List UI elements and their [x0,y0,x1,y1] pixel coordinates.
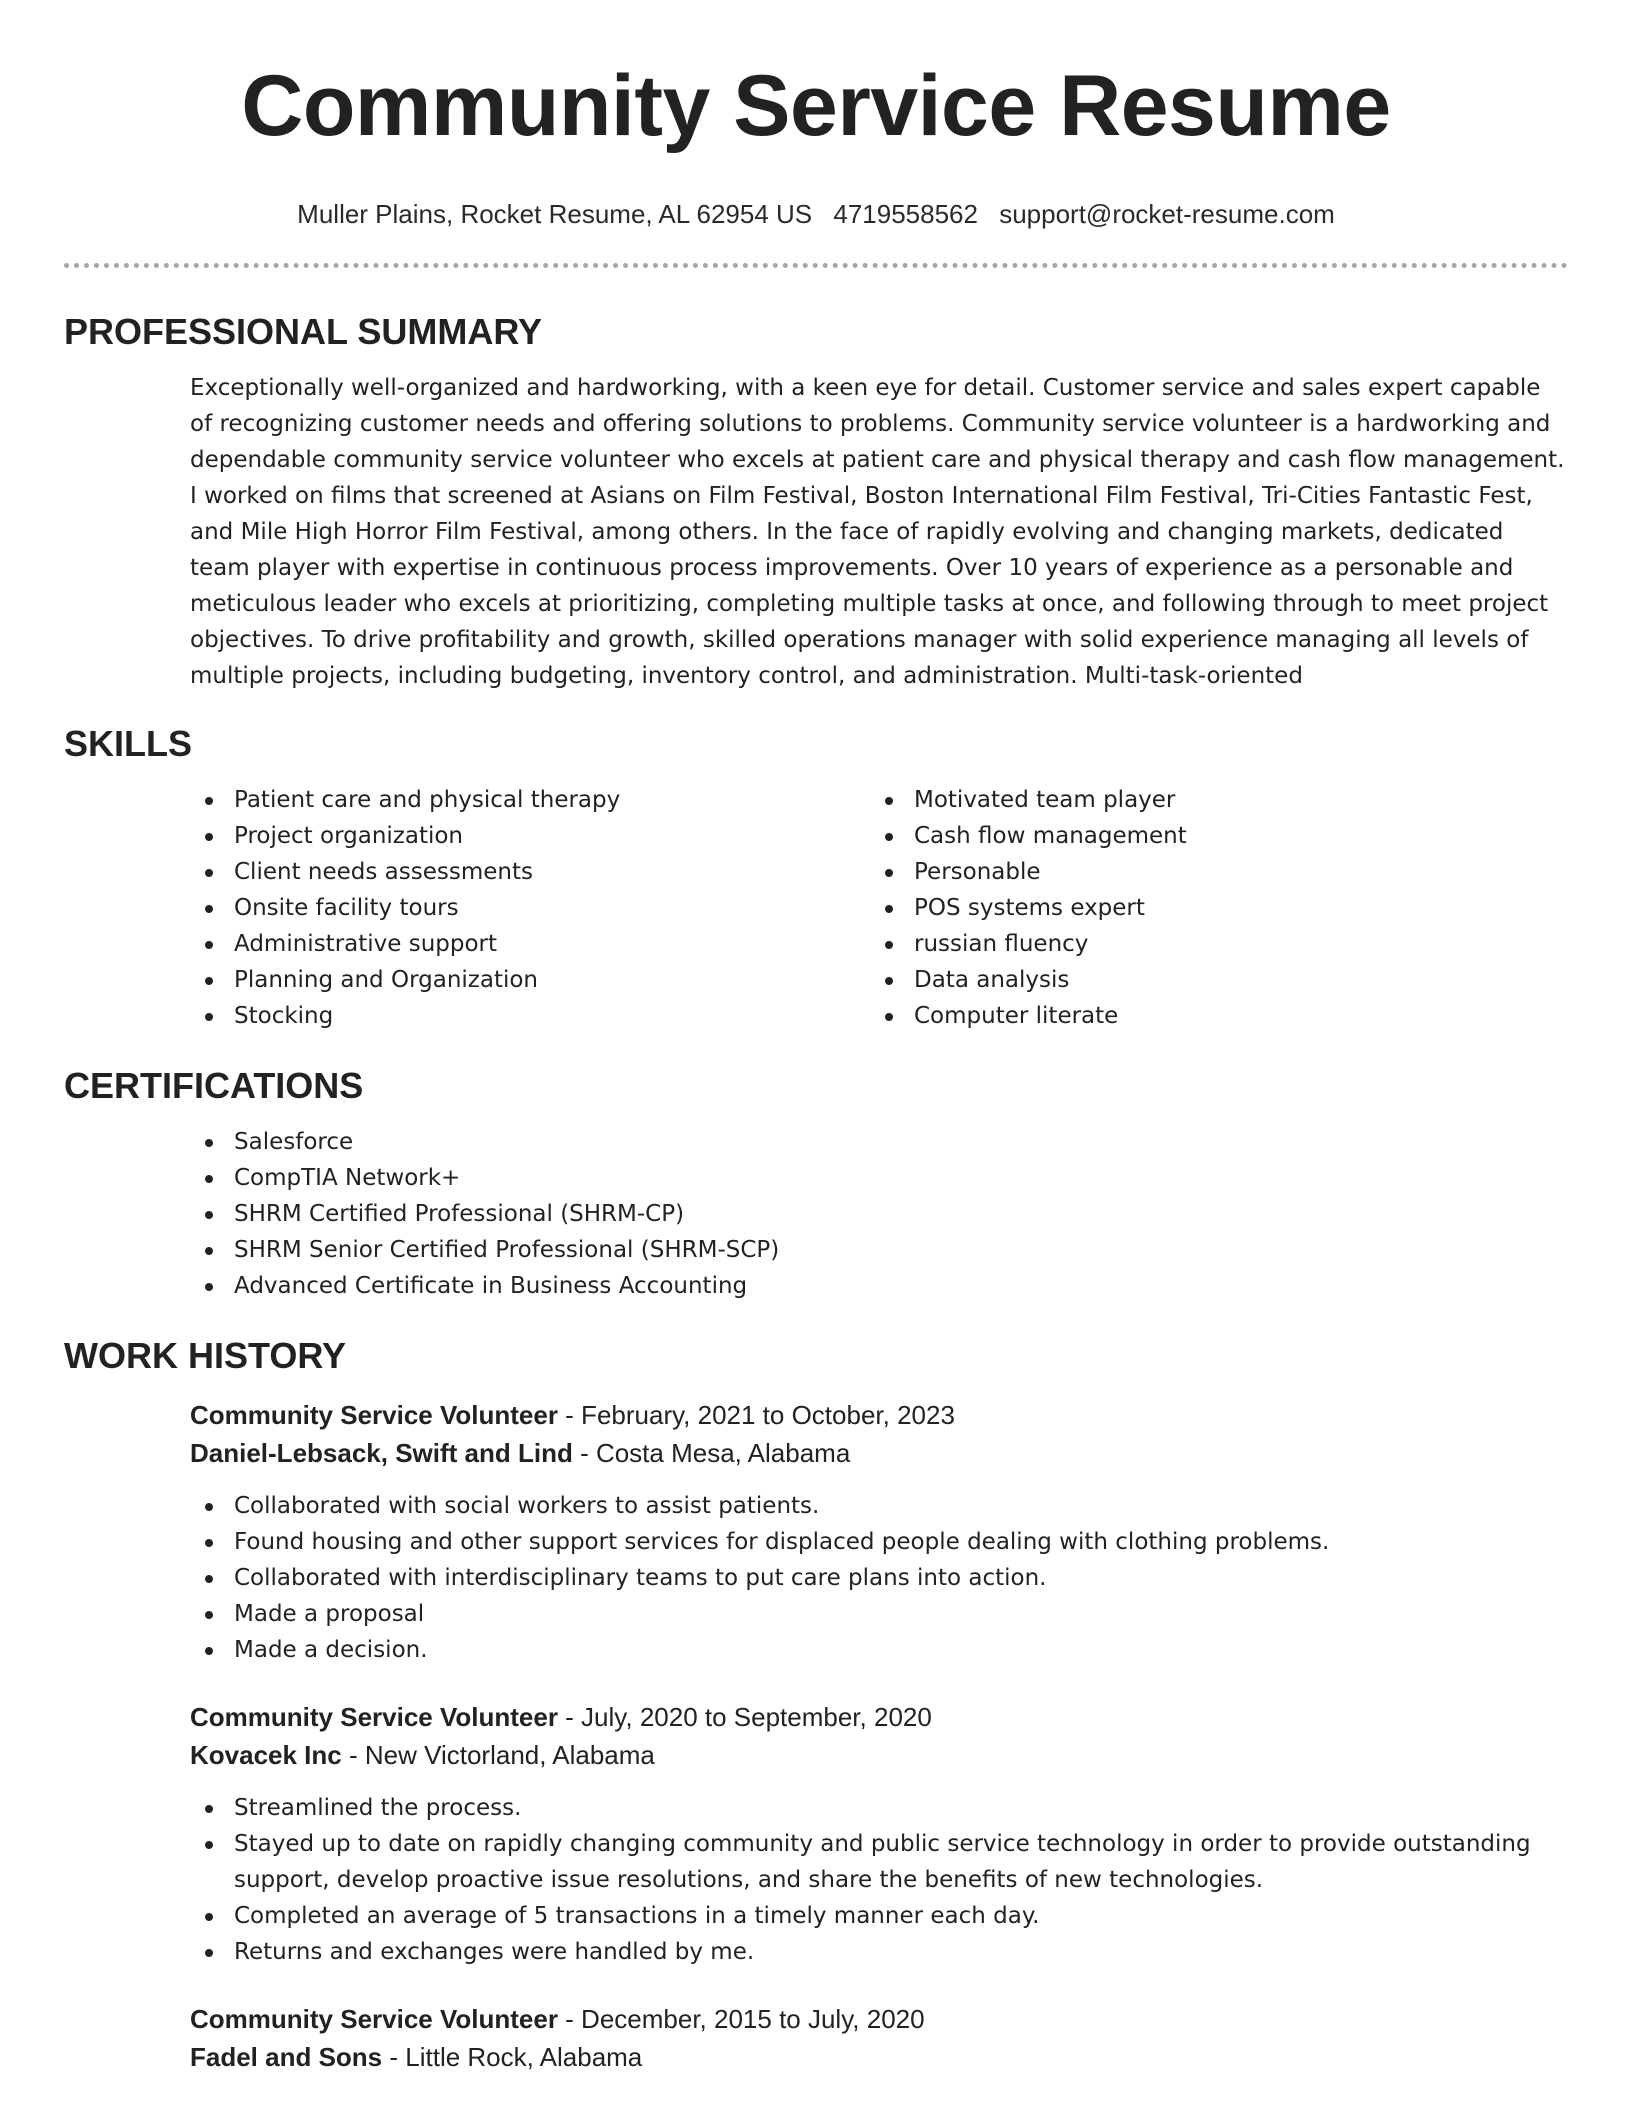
certification-item: SHRM Senior Certified Professional (SHRM-SCP) [190,1232,1568,1268]
skill-item: Cash flow management [870,818,1550,854]
skill-item: russian fluency [870,926,1550,962]
job-role: Community Service Volunteer [190,1400,558,1430]
job-entry [190,1698,1568,1970]
job-company: Fadel and Sons [190,2042,383,2072]
skill-item: Planning and Organization [190,962,870,998]
skill-item: Motivated team player [870,782,1550,818]
job-bullet: Streamlined the process. [190,1790,1568,1826]
job-entry [190,1396,1568,1668]
skills-heading: SKILLS [64,723,193,764]
job-bullet: Stayed up to date on rapidly changing community and public service technology in order to provide outstanding support, develop proactive issue resolutions, and share the benefits of new technologies. [190,1826,1568,1898]
work-history-heading: WORK HISTORY [64,1335,347,1376]
certification-item: Advanced Certificate in Business Accounting [190,1268,1568,1304]
header-divider [64,263,1568,268]
job-role: Community Service Volunteer [190,2004,558,2034]
skill-item: POS systems expert [870,890,1550,926]
job-company: Daniel-Lebsack, Swift and Lind [190,1438,573,1468]
job-title-line [190,1396,1568,1434]
contact-email: support@rocket-resume.com [999,199,1335,229]
job-bullet: Made a proposal [190,1596,1568,1632]
job-entry [190,2000,1568,2076]
job-title-line [190,1698,1568,1736]
contact-address: Muller Plains, Rocket Resume, AL 62954 US [297,199,813,229]
summary-heading: PROFESSIONAL SUMMARY [64,311,543,352]
job-bullet: Found housing and other support services for displaced people dealing with clothing problems. [190,1524,1568,1560]
skill-item: Project organization [190,818,870,854]
job-company-line [190,1736,1568,1774]
certifications-section [0,1064,1632,1304]
resume-title: Community Service Resume [241,58,1391,154]
skills-section [0,722,1632,1034]
work-history-section [0,1334,1632,2076]
job-location: - Little Rock, Alabama [382,2042,643,2072]
job-location: - Costa Mesa, Alabama [572,1438,851,1468]
skill-item: Personable [870,854,1550,890]
summary-text: Exceptionally well-organized and hardworking, with a keen eye for detail. Customer service and sales expert capable of recognizing customer needs and offering solutions to problems. Community service volunteer is a hardworking and dependable community service volunteer who excels at patient care and physical therapy and cash flow management. I worked on films that screened at Asians on Film Festival, Boston International Film Festival, Tri-Cities Fantastic Fest, and Mile High Horror Film Festival, among others. In the face of rapidly evolving and changing markets, dedicated team player with expertise in continuous process improvements. Over 10 years of experience as a personable and meticulous leader who excels at prioritizing, completing multiple tasks at once, and following through to meet project objectives. To drive profitability and growth, skilled operations manager with solid experience managing all levels of multiple projects, including budgeting, inventory control, and administration. Multi-task-oriented [190,375,1565,689]
skill-item: Stocking [190,998,870,1034]
job-company-line [190,2038,1568,2076]
job-company-line [190,1434,1568,1472]
skill-item: Client needs assessments [190,854,870,890]
job-dates: - February, 2021 to October, 2023 [557,1400,955,1430]
job-title-line [190,2000,1568,2038]
job-bullet: Made a decision. [190,1632,1568,1668]
certification-item: Salesforce [190,1124,1568,1160]
job-dates: - July, 2020 to September, 2020 [557,1702,932,1732]
skill-item: Administrative support [190,926,870,962]
contact-line [0,198,1632,230]
certification-item: SHRM Certified Professional (SHRM-CP) [190,1196,1568,1232]
job-dates: - December, 2015 to July, 2020 [557,2004,925,2034]
job-bullet: Collaborated with interdisciplinary teams to put care plans into action. [190,1560,1568,1596]
summary-section [0,310,1632,694]
certification-item: CompTIA Network+ [190,1160,1568,1196]
job-location: - New Victorland, Alabama [341,1740,655,1770]
job-bullets [190,1790,1568,1970]
skills-list-left [190,782,870,1034]
job-bullet: Collaborated with social workers to assist patients. [190,1488,1568,1524]
job-bullet: Completed an average of 5 transactions in a timely manner each day. [190,1898,1568,1934]
certifications-heading: CERTIFICATIONS [64,1065,364,1106]
certifications-list [190,1124,1568,1304]
contact-phone: 4719558562 [833,199,978,229]
skill-item: Computer literate [870,998,1550,1034]
skill-item: Data analysis [870,962,1550,998]
job-bullets [190,1488,1568,1668]
skill-item: Onsite facility tours [190,890,870,926]
skills-list-right [870,782,1550,1034]
job-role: Community Service Volunteer [190,1702,558,1732]
skill-item: Patient care and physical therapy [190,782,870,818]
skills-grid [190,782,1568,1034]
job-company: Kovacek Inc [190,1740,342,1770]
job-bullet: Returns and exchanges were handled by me. [190,1934,1568,1970]
